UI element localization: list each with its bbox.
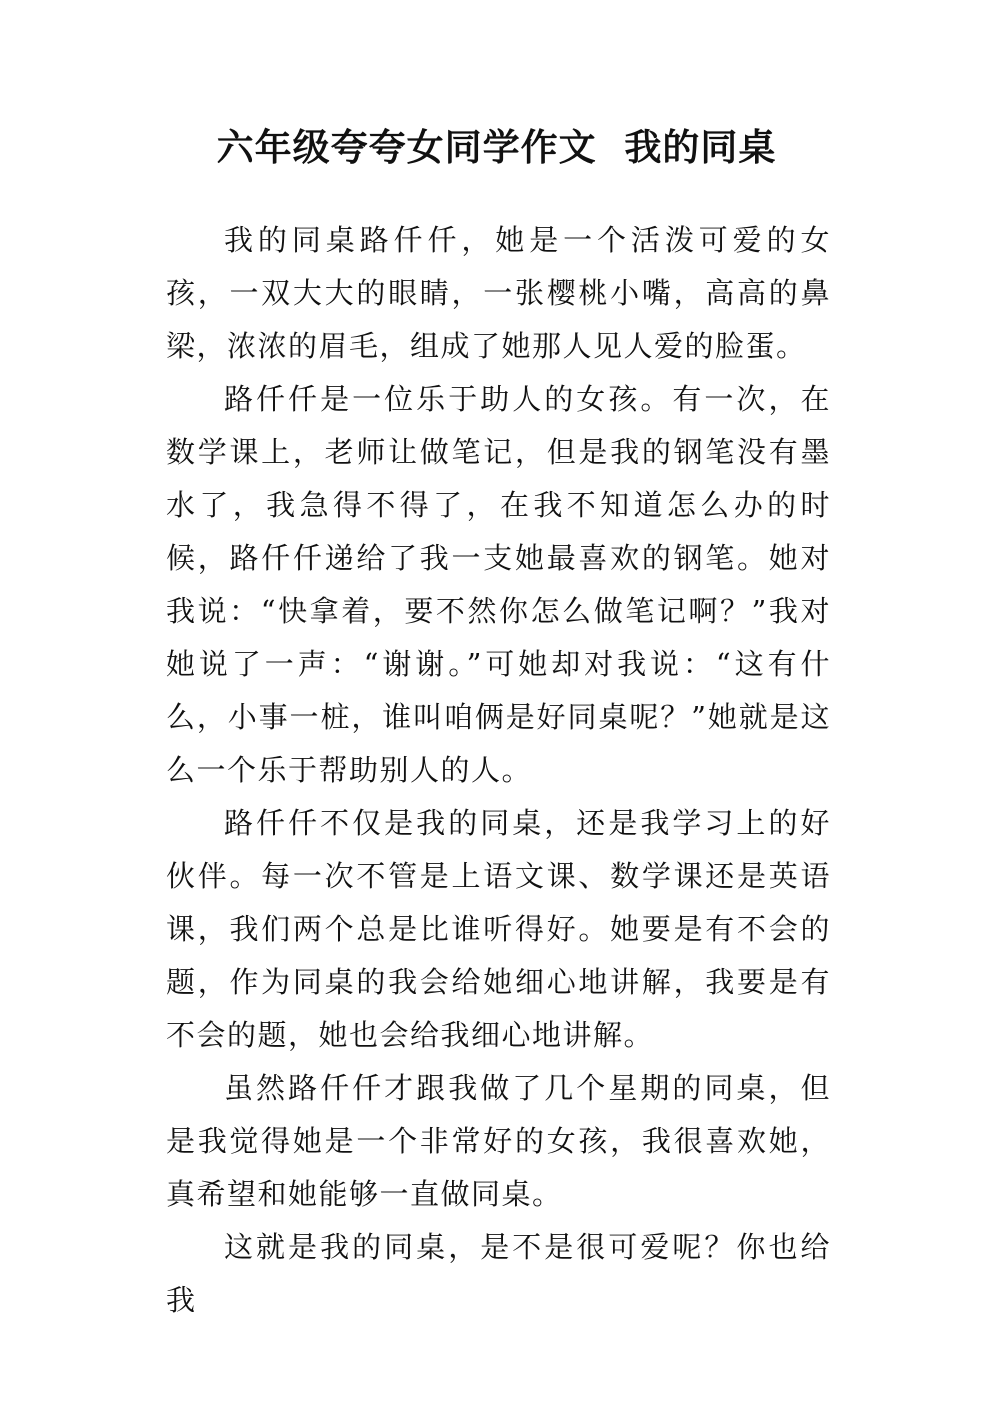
document-body xyxy=(166,214,831,1327)
paragraph: 虽然路仟仟才跟我做了几个星期的同桌，但是我觉得她是一个非常好的女孩，我很喜欢她，真希望和她能够一直做同桌。 xyxy=(166,1071,831,1211)
paragraph: 路仟仟不仅是我的同桌，还是我学习上的好伙伴。每一次不管是上语文课、数学课还是英语课，我们两个总是比谁听得好。她要是有不会的题，作为同桌的我会给她细心地讲解，我要是有不会的题，她也会给我细心地讲解。 xyxy=(166,806,831,1052)
paragraph: 这就是我的同桌，是不是很可爱呢？你也给我 xyxy=(166,1230,831,1317)
paragraph: 路仟仟是一位乐于助人的女孩。有一次，在数学课上，老师让做笔记，但是我的钢笔没有墨水了，我急得不得了，在我不知道怎么办的时候，路仟仟递给了我一支她最喜欢的钢笔。她对我说：“快拿着，要不然你怎么做笔记啊？”我对她说了一声：“谢谢。”可她却对我说：“这有什么，小事一桩，谁叫咱俩是好同桌呢？”她就是这么一个乐于帮助别人的人。 xyxy=(166,382,831,787)
document-title: 六年级夸夸女同学作文 我的同桌 xyxy=(216,126,777,169)
paragraph: 我的同桌路仟仟，她是一个活泼可爱的女孩，一双大大的眼睛，一张樱桃小嘴，高高的鼻梁，浓浓的眉毛，组成了她那人见人爱的脸蛋。 xyxy=(166,223,831,363)
